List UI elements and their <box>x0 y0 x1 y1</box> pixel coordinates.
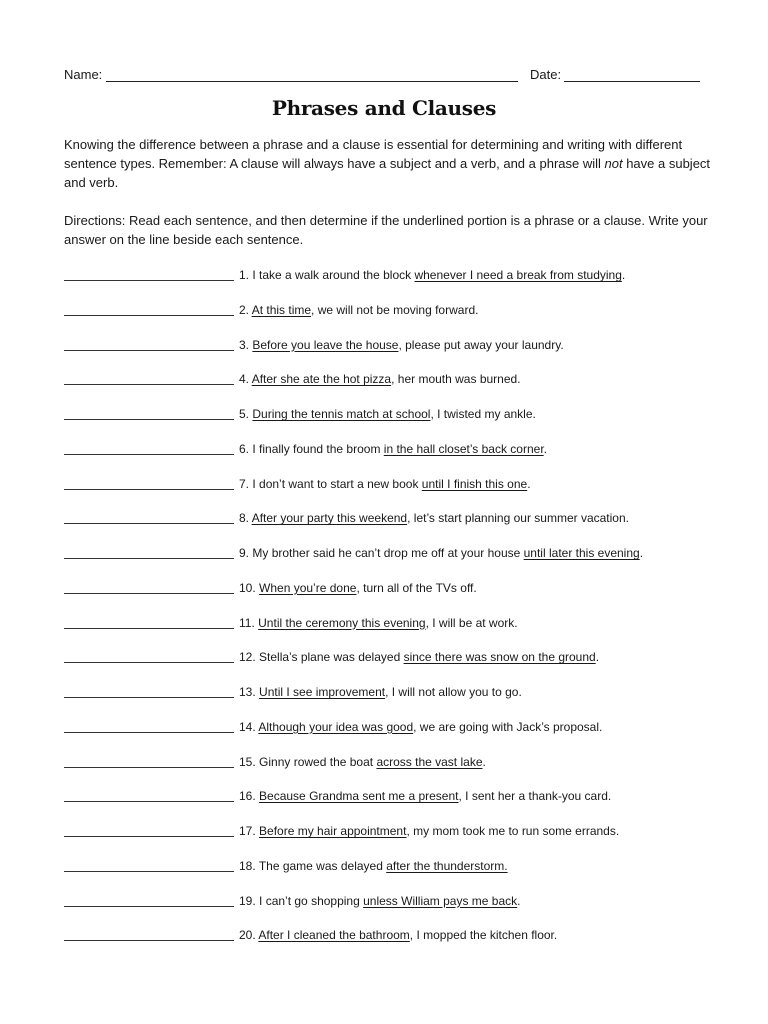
question-item <box>64 614 724 649</box>
question-item <box>64 509 724 544</box>
question-item <box>64 336 724 371</box>
question-number: 8. <box>239 511 250 526</box>
question-text <box>239 648 599 666</box>
question-number: 3. <box>239 337 250 352</box>
intro-text-1: Knowing the difference between a phrase and a clause is essential for determining and writing with different sentence types. <box>64 137 683 171</box>
question-text <box>239 683 522 701</box>
question-number: 20. <box>239 928 256 943</box>
question-item <box>64 370 724 405</box>
question-text <box>239 787 611 805</box>
question-text <box>239 475 531 493</box>
question-item <box>64 440 724 475</box>
question-number: 9. <box>239 546 250 560</box>
question-item <box>64 648 724 683</box>
header <box>64 65 704 85</box>
question-number: 10. <box>239 580 256 595</box>
question-text <box>239 857 508 875</box>
question-text <box>239 822 619 840</box>
underlined-portion: after the thunderstorm. <box>386 858 508 873</box>
question-item <box>64 857 724 892</box>
question-item <box>64 822 724 857</box>
question-item <box>64 266 724 301</box>
underlined-portion: until I finish this one <box>421 476 528 491</box>
question-text-after: . <box>639 546 644 560</box>
underlined-portion: When you’re done <box>259 580 357 595</box>
question-text-after: , my mom took me to run some errands. <box>406 824 620 838</box>
underlined-portion: Until the ceremony this evening <box>258 615 426 630</box>
question-number: 17. <box>239 824 256 838</box>
question-item <box>64 405 724 440</box>
underlined-portion: After I cleaned the bathroom <box>258 928 410 943</box>
question-text <box>239 405 536 423</box>
answer-line[interactable] <box>64 280 234 281</box>
question-item <box>64 753 724 788</box>
page-title: Phrases and Clauses <box>271 96 497 120</box>
question-item <box>64 718 724 753</box>
answer-line[interactable] <box>64 801 234 802</box>
question-text <box>239 266 625 284</box>
question-text-after: , I will not allow you to go. <box>385 685 522 699</box>
underlined-portion: Because Grandma sent me a present <box>259 789 459 804</box>
question-number: 2. <box>239 302 250 317</box>
answer-line[interactable] <box>64 593 234 594</box>
underlined-portion: Before my hair appointment <box>259 824 407 838</box>
question-text <box>239 926 557 944</box>
answer-line[interactable] <box>64 732 234 733</box>
intro-paragraph <box>64 135 714 192</box>
underlined-portion: in the hall closet’s back corner <box>383 441 544 456</box>
question-number: 11. <box>239 615 255 630</box>
question-text <box>239 301 478 319</box>
answer-line[interactable] <box>64 697 234 698</box>
answer-line[interactable] <box>64 384 234 385</box>
underlined-portion: unless William pays me back <box>363 893 518 908</box>
question-text <box>239 509 629 527</box>
directions-text: : Read each sentence, and then determine if the underlined portion is a phrase or a clause. Write your answer on the line beside each sentence. <box>64 213 708 247</box>
answer-line[interactable] <box>64 940 234 941</box>
question-text-before: I can’t go shopping <box>259 893 364 908</box>
question-item <box>64 892 724 927</box>
question-text-before: Stella’s plane was delayed <box>259 650 404 665</box>
question-text-after: . <box>543 441 547 456</box>
question-text-after: . <box>517 893 521 908</box>
answer-line[interactable] <box>64 315 234 316</box>
question-number: 7. <box>239 476 250 491</box>
underlined-portion: Until I see improvement <box>259 685 386 699</box>
underlined-portion: Although your idea was good <box>258 719 414 734</box>
question-list <box>64 266 724 961</box>
name-label: Name: <box>64 67 103 82</box>
question-text <box>239 892 521 910</box>
question-text-after: . <box>527 476 531 491</box>
question-number: 6. <box>239 441 250 456</box>
date-label: Date: <box>530 67 562 82</box>
question-text <box>239 753 486 771</box>
question-number: 4. <box>239 372 250 387</box>
question-item <box>64 475 724 510</box>
date-field[interactable] <box>564 81 700 82</box>
directions-paragraph <box>64 211 714 249</box>
answer-line[interactable] <box>64 836 234 837</box>
question-number: 1. <box>239 268 250 282</box>
question-number: 18. <box>239 858 256 873</box>
answer-line[interactable] <box>64 523 234 524</box>
question-text-after: . <box>482 754 486 769</box>
underlined-portion: until later this evening <box>523 546 640 560</box>
answer-line[interactable] <box>64 489 234 490</box>
question-text-after: , her mouth was burned. <box>391 372 521 387</box>
question-number: 13. <box>239 685 256 699</box>
question-text <box>239 544 643 562</box>
question-text-after: . <box>621 268 626 282</box>
question-item <box>64 544 724 579</box>
question-text-after: , I will be at work. <box>425 615 518 630</box>
question-text-before: I finally found the broom <box>252 441 384 456</box>
not-emphasis: not <box>604 156 623 171</box>
question-item <box>64 301 724 336</box>
answer-line[interactable] <box>64 871 234 872</box>
underlined-portion: Before you leave the house <box>252 337 399 352</box>
question-text-after: , we are going with Jack’s proposal. <box>413 719 603 734</box>
question-text <box>239 336 564 354</box>
question-item <box>64 926 724 961</box>
intro-text-2: : A clause will always have a subject and a verb, and a phrase will <box>222 156 605 171</box>
answer-line[interactable] <box>64 350 234 351</box>
answer-line[interactable] <box>64 906 234 907</box>
question-text-after: , I twisted my ankle. <box>430 407 536 421</box>
question-number: 16. <box>239 789 256 804</box>
question-text-before: I take a walk around the block <box>252 268 415 282</box>
underlined-portion: After she ate the hot pizza <box>251 372 392 387</box>
question-text-after: , let’s start planning our summer vacation. <box>407 511 629 526</box>
underlined-portion: across the vast lake <box>376 754 483 769</box>
question-text <box>239 579 477 597</box>
question-number: 5. <box>239 407 250 421</box>
underlined-portion: At this time <box>251 302 312 317</box>
answer-line[interactable] <box>64 454 234 455</box>
underlined-portion: whenever I need a break from studying <box>414 268 622 282</box>
question-text-before: The game was delayed <box>258 858 387 873</box>
question-text-after: , I mopped the kitchen floor. <box>409 928 558 943</box>
question-text-after: , I sent her a thank-you card. <box>458 789 612 804</box>
remember-label: Remember <box>158 156 223 171</box>
question-text <box>239 614 518 632</box>
underlined-portion: During the tennis match at school <box>252 407 431 421</box>
question-number: 14. <box>239 719 256 734</box>
answer-line[interactable] <box>64 628 234 629</box>
question-text <box>239 718 602 736</box>
question-number: 12. <box>239 650 256 665</box>
intro-text-3: have a subject and verb. <box>64 156 711 190</box>
answer-line[interactable] <box>64 662 234 663</box>
question-item <box>64 787 724 822</box>
question-text-before: My brother said he can’t drop me off at your house <box>252 546 524 560</box>
question-text <box>239 440 547 458</box>
question-number: 15. <box>239 754 256 769</box>
question-number: 19. <box>239 893 256 908</box>
underlined-portion: After your party this weekend <box>251 511 408 526</box>
question-text-after: , please put away your laundry. <box>398 337 564 352</box>
answer-line[interactable] <box>64 419 234 420</box>
question-text-after: , we will not be moving forward. <box>311 302 479 317</box>
answer-line[interactable] <box>64 558 234 559</box>
question-text-after: . <box>595 650 600 665</box>
question-item <box>64 579 724 614</box>
name-field[interactable] <box>106 81 518 82</box>
question-item <box>64 683 724 718</box>
underlined-portion: since there was snow on the ground <box>403 650 596 665</box>
question-text-before: Ginny rowed the boat <box>259 754 377 769</box>
question-text-after: , turn all of the TVs off. <box>356 580 477 595</box>
question-text-before: I don’t want to start a new book <box>252 476 422 491</box>
question-text <box>239 370 521 388</box>
directions-label: Directions <box>64 213 122 228</box>
answer-line[interactable] <box>64 767 234 768</box>
